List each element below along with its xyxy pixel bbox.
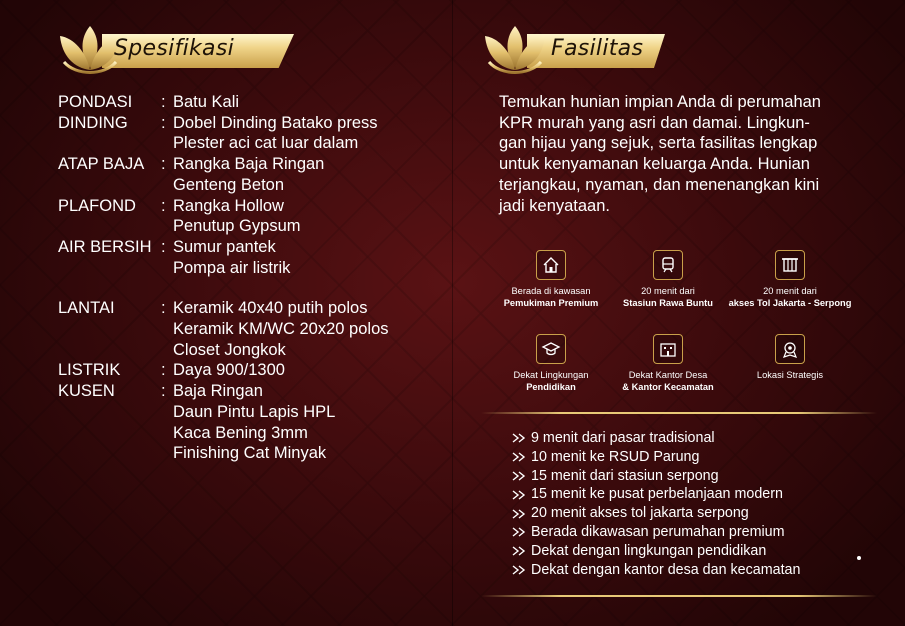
spec-value: Keramik KM/WC 20x20 polos (173, 320, 389, 339)
feature-line2: & Kantor Kecamatan (622, 382, 714, 392)
spec-row-dinding (58, 113, 438, 154)
feature-kantor-desa (603, 334, 733, 393)
spec-colon: : (161, 361, 166, 380)
list-item (511, 504, 871, 523)
double-chevron-icon (511, 564, 529, 576)
double-chevron-icon (511, 545, 529, 557)
list-item (511, 542, 871, 561)
spesifikasi-banner (58, 22, 298, 78)
feature-stasiun-rawa-buntu (603, 250, 733, 309)
spesifikasi-page (0, 0, 452, 626)
intro-line: terjangkau, nyaman, dan menenangkan kini (499, 175, 820, 194)
feature-line1: Berada di kawasan (511, 286, 591, 296)
bullet-text: 15 menit dari stasiun serpong (531, 467, 719, 484)
graduation-icon (541, 339, 561, 359)
fasilitas-intro (499, 92, 859, 216)
spec-row-atap-baja (58, 154, 438, 195)
spec-colon: : (161, 237, 166, 256)
spec-colon: : (161, 299, 166, 318)
intro-line: untuk kenyamanan keluarga Anda. Hunian (499, 155, 810, 174)
list-item (511, 561, 871, 580)
double-chevron-icon (511, 489, 529, 501)
spec-value: Rangka Baja Ringan (173, 155, 325, 174)
double-chevron-icon (511, 508, 529, 520)
list-item (511, 485, 871, 504)
spec-value: Daya 900/1300 (173, 361, 285, 380)
bullet-list (511, 429, 871, 579)
spec-row-pondasi (58, 92, 438, 113)
spec-row-plafond (58, 196, 438, 237)
spec-list (58, 92, 438, 464)
spec-row-lantai (58, 298, 438, 360)
spec-row-kusen (58, 381, 438, 464)
feature-akses-tol (723, 250, 857, 309)
lotus-logo-icon (58, 22, 122, 78)
location-badge-icon (780, 339, 800, 359)
list-item (511, 523, 871, 542)
feature-line1: 20 menit dari (763, 286, 817, 296)
decorative-dot (857, 556, 861, 560)
spec-value: Closet Jongkok (173, 340, 286, 359)
spec-value: Penutup Gypsum (173, 217, 301, 236)
spec-value: Finishing Cat Minyak (173, 444, 327, 463)
spec-colon: : (161, 155, 166, 174)
spesifikasi-title: Spesifikasi (114, 36, 234, 61)
intro-line: jadi kenyataan. (499, 196, 610, 215)
bullet-text: Berada dikawasan perumahan premium (531, 523, 785, 540)
feature-lokasi-strategis (723, 334, 857, 381)
spec-value: Plester aci cat luar dalam (173, 134, 359, 153)
gold-divider-top (481, 412, 877, 414)
spec-label: PLAFOND (58, 196, 136, 215)
spec-value: Keramik 40x40 putih polos (173, 299, 368, 318)
intro-line: Temukan hunian impian Anda di perumahan (499, 93, 821, 111)
spec-colon: : (161, 93, 166, 111)
spec-value: Batu Kali (173, 93, 240, 111)
feature-line2: Stasiun Rawa Buntu (623, 298, 713, 308)
fasilitas-page (453, 0, 905, 626)
bullet-text: 15 menit ke pusat perbelanjaan modern (531, 486, 783, 503)
train-icon (658, 255, 678, 275)
intro-line: gan hijau yang sejuk, serta fasilitas lengkap (499, 134, 818, 153)
bullet-text: Dekat dengan lingkungan pendidikan (531, 542, 767, 559)
spec-row-listrik (58, 360, 438, 381)
spec-label: LANTAI (58, 299, 115, 318)
feature-line1: Dekat Kantor Desa (628, 370, 708, 380)
feature-line2: Pendidikan (526, 382, 576, 392)
fasilitas-title: Fasilitas (551, 36, 644, 61)
feature-line2: Pemukiman Premium (503, 298, 599, 308)
spec-value: Sumur pantek (173, 237, 276, 256)
spec-label: LISTRIK (58, 361, 121, 380)
lotus-logo-icon (483, 22, 547, 78)
spec-value: Pompa air listrik (173, 258, 291, 277)
office-building-icon (658, 339, 678, 359)
spec-value: Baja Ringan (173, 382, 263, 401)
spec-colon: : (161, 196, 166, 215)
spec-label: PONDASI (58, 93, 133, 111)
spec-label: ATAP BAJA (58, 155, 145, 174)
bullet-text: 9 menit dari pasar tradisional (531, 430, 715, 446)
feature-line1: Dekat Lingkungan (513, 370, 589, 380)
spec-value: Dobel Dinding Batako press (173, 113, 378, 132)
spec-colon: : (161, 113, 166, 132)
spec-value: Kaca Bening 3mm (173, 423, 308, 442)
spec-value: Genteng Beton (173, 175, 285, 194)
spec-value: Rangka Hollow (173, 196, 284, 215)
feature-pemukiman-premium (486, 250, 616, 309)
spec-row-air-bersih (58, 237, 438, 278)
list-item (511, 429, 871, 448)
spec-label: KUSEN (58, 382, 115, 401)
double-chevron-icon (511, 432, 529, 444)
double-chevron-icon (511, 451, 529, 463)
house-icon (541, 255, 561, 275)
spec-label: DINDING (58, 113, 128, 132)
toll-gate-icon (780, 255, 800, 275)
double-chevron-icon (511, 526, 529, 538)
spec-colon: : (161, 382, 166, 401)
feature-line2: akses Tol Jakarta - Serpong (728, 298, 852, 308)
feature-line1: 20 menit dari (641, 286, 695, 296)
fasilitas-banner (483, 22, 673, 78)
double-chevron-icon (511, 470, 529, 482)
bullet-text: Dekat dengan kantor desa dan kecamatan (531, 561, 801, 578)
gold-divider-bottom (481, 595, 877, 597)
intro-line: KPR murah yang asri dan damai. Lingkun- (499, 113, 810, 132)
list-item (511, 467, 871, 486)
bullet-text: 10 menit ke RSUD Parung (531, 448, 700, 465)
spec-label: AIR BERSIH (58, 237, 152, 256)
feature-line1: Lokasi Strategis (756, 370, 824, 380)
feature-pendidikan (486, 334, 616, 393)
spec-value: Daun Pintu Lapis HPL (173, 402, 336, 421)
list-item (511, 448, 871, 467)
bullet-text: 20 menit akses tol jakarta serpong (531, 505, 749, 522)
